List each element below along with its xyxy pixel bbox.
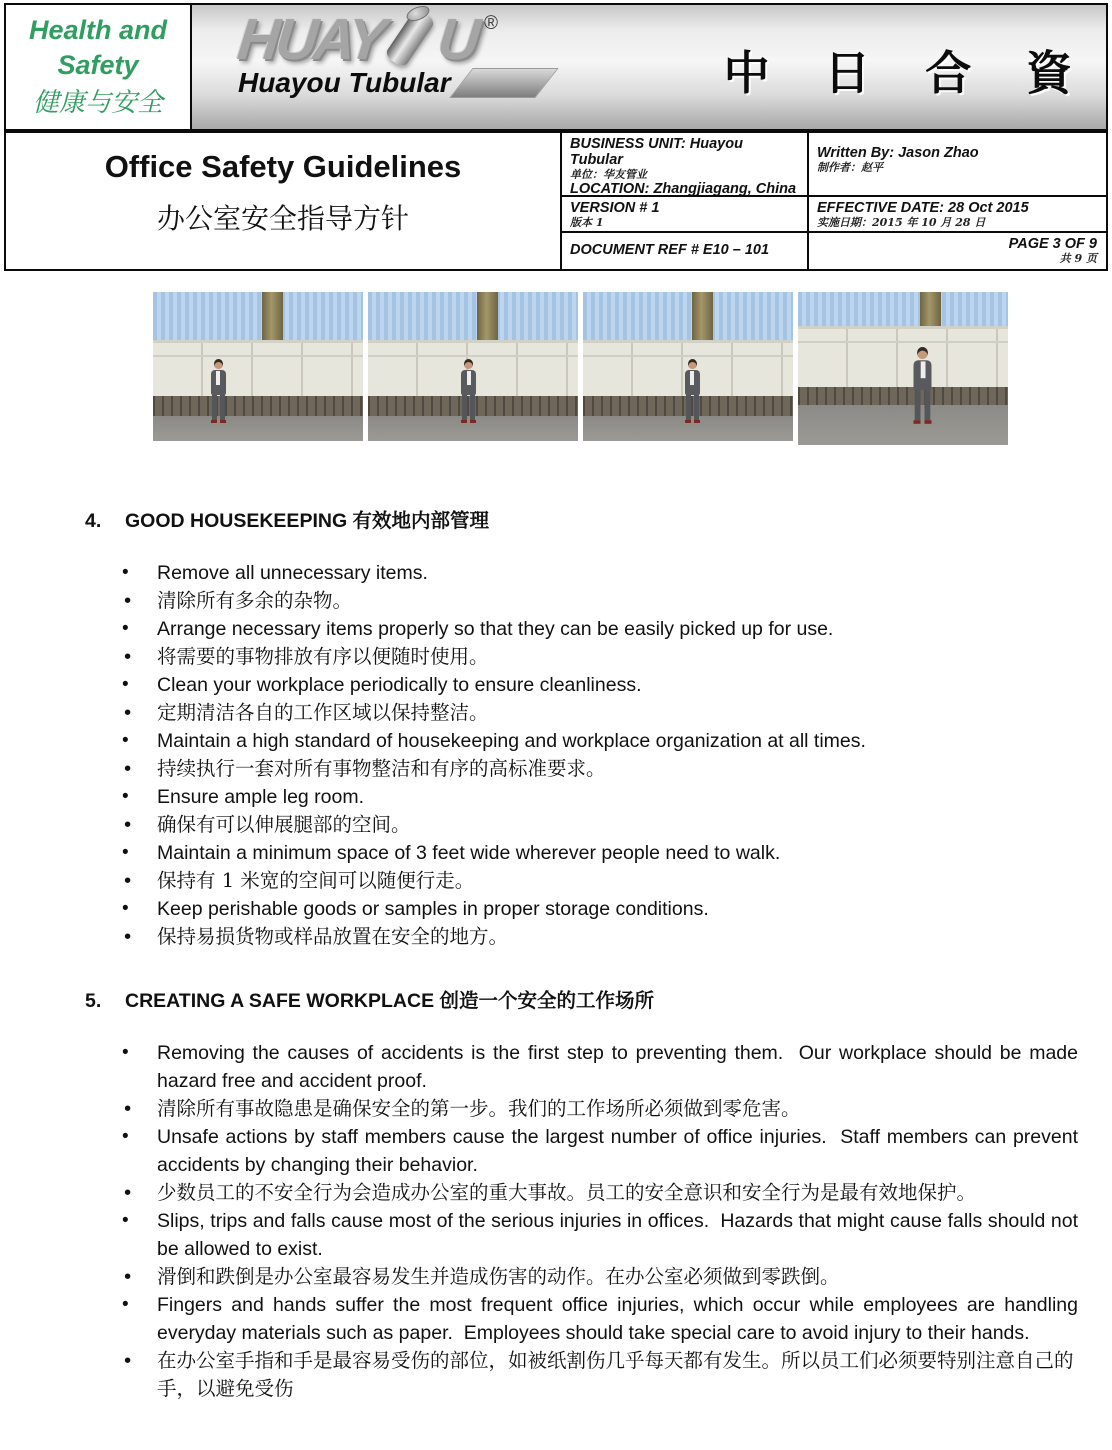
list-item: • Maintain a high standard of housekeeping and workplace organization at all times. bbox=[85, 727, 1078, 755]
photo-brick-band bbox=[798, 387, 1008, 405]
bullet-list bbox=[85, 1039, 1078, 1403]
health-safety-title-en: Health and Safety bbox=[28, 15, 168, 80]
section-heading bbox=[85, 507, 1078, 535]
effective-date-en: EFFECTIVE DATE: 28 Oct 2015 bbox=[817, 200, 1029, 216]
document-header bbox=[4, 3, 1108, 271]
huayou-logo bbox=[234, 7, 547, 99]
photo-man-figure bbox=[684, 359, 701, 423]
list-item: • Unsafe actions by staff members cause the largest number of office injuries. Staff members can prevent accidents by changing their behavior. bbox=[85, 1123, 1078, 1179]
list-item: • 滑倒和跌倒是办公室最容易发生并造成伤害的动作。在办公室必须做到零跌倒。 bbox=[85, 1263, 1078, 1291]
document-ref-cell bbox=[562, 233, 809, 269]
location-en: LOCATION: Zhangjiagang, China bbox=[570, 181, 797, 197]
section-number: 5. bbox=[85, 990, 102, 1012]
list-item: • 持续执行一套对所有事物整洁和有序的高标准要求。 bbox=[85, 755, 1078, 783]
list-item: • Keep perishable goods or samples in proper storage conditions. bbox=[85, 895, 1078, 923]
photo-brick-band bbox=[153, 396, 363, 415]
photo-column bbox=[477, 292, 498, 340]
written-by-zh: 制作者：赵平 bbox=[817, 161, 883, 174]
list-item: • 清除所有多余的杂物。 bbox=[85, 587, 1078, 615]
effective-date-cell bbox=[809, 197, 1106, 233]
photo-sky bbox=[798, 292, 1008, 326]
photo-worker-1 bbox=[153, 292, 363, 441]
list-item: • 在办公室手指和手是最容易受伤的部位，如被纸割伤几乎每天都有发生。所以员工们必须要特别注意自己的手，以避免受伤 bbox=[85, 1347, 1078, 1403]
list-item: • 保持有 1 米宽的空间可以随便行走。 bbox=[85, 867, 1078, 895]
photo-worker-4 bbox=[798, 292, 1008, 445]
tube-icon bbox=[384, 11, 436, 67]
list-item: • Remove all unnecessary items. bbox=[85, 559, 1078, 587]
logo-wordmark: Huayou Tubular bbox=[238, 67, 451, 98]
huayou-logo-mark bbox=[234, 7, 547, 72]
health-safety-box bbox=[6, 5, 192, 129]
photo-man-figure bbox=[912, 347, 932, 424]
version-en: VERSION # 1 bbox=[570, 200, 660, 216]
effective-date-zh: 实施日期：2015 年 10 月 28 日 bbox=[817, 216, 986, 229]
version-zh: 版本 1 bbox=[570, 216, 604, 229]
logo-letters-right: U bbox=[434, 7, 480, 72]
document-body bbox=[85, 445, 1078, 1403]
list-item: • 确保有可以伸展腿部的空间。 bbox=[85, 811, 1078, 839]
photo-wall bbox=[153, 340, 363, 397]
written-by-cell bbox=[809, 133, 1106, 197]
photo-column bbox=[920, 292, 941, 326]
section-title: CREATING A SAFE WORKPLACE 创造一个安全的工作场所 bbox=[125, 990, 655, 1012]
photo-road bbox=[153, 416, 363, 441]
registered-trademark-icon: ® bbox=[483, 13, 498, 34]
document-title-cell bbox=[6, 133, 562, 269]
page-number-cell bbox=[809, 233, 1106, 269]
photo-column bbox=[692, 292, 713, 340]
version-cell bbox=[562, 197, 809, 233]
list-item: • Clean your workplace periodically to ensure cleanliness. bbox=[85, 671, 1078, 699]
list-item: • Slips, trips and falls cause most of the serious injuries in offices. Hazards that might cause falls should not be allowed to exist. bbox=[85, 1207, 1078, 1263]
list-item: • Arrange necessary items properly so that they can be easily picked up for use. bbox=[85, 615, 1078, 643]
page-number-zh: 共 9 页 bbox=[1059, 252, 1097, 265]
list-item: • 保持易损货物或样品放置在安全的地方。 bbox=[85, 923, 1078, 951]
banner-row bbox=[6, 5, 1106, 133]
photo-worker-2 bbox=[368, 292, 578, 441]
joint-venture-text: 中 日 合 資 bbox=[723, 47, 1072, 99]
business-unit-cell bbox=[562, 133, 809, 197]
list-item: • 清除所有事故隐患是确保安全的第一步。我们的工作场所必须做到零危害。 bbox=[85, 1095, 1078, 1123]
list-item: • 少数员工的不安全行为会造成办公室的重大事故。员工的安全意识和安全行为是最有效地保护。 bbox=[85, 1179, 1078, 1207]
photo-strip bbox=[153, 292, 1008, 445]
list-item: • Maintain a minimum space of 3 feet wide wherever people need to walk. bbox=[85, 839, 1078, 867]
brand-banner bbox=[192, 5, 1106, 129]
list-item: • 定期清洁各自的工作区域以保持整洁。 bbox=[85, 699, 1078, 727]
photo-sky bbox=[153, 292, 363, 340]
tube-parallelogram-icon bbox=[449, 68, 558, 98]
document-title-zh: 办公室安全指导方针 bbox=[156, 202, 409, 235]
document-title-en: Office Safety Guidelines bbox=[104, 149, 462, 184]
written-by-en: Written By: Jason Zhao bbox=[817, 145, 979, 161]
photo-road bbox=[798, 405, 1008, 445]
photo-worker-3 bbox=[583, 292, 793, 441]
list-item: • 将需要的事物排放有序以便随时使用。 bbox=[85, 643, 1078, 671]
business-unit-zh: 单位：华友管业 bbox=[570, 168, 647, 181]
section-good-housekeeping bbox=[85, 507, 1078, 951]
photo-sky bbox=[368, 292, 578, 340]
photo-sky bbox=[583, 292, 793, 340]
photo-wall bbox=[798, 326, 1008, 387]
list-item: • Ensure ample leg room. bbox=[85, 783, 1078, 811]
photo-man-figure bbox=[210, 359, 227, 423]
section-number: 4. bbox=[85, 510, 102, 532]
page-number-en: PAGE 3 OF 9 bbox=[1008, 236, 1097, 252]
section-creating-safe-workplace bbox=[85, 987, 1078, 1403]
business-unit-en: BUSINESS UNIT: Huayou Tubular bbox=[570, 136, 743, 168]
list-item: • Removing the causes of accidents is the first step to preventing them. Our workplace should be made hazard free and accident proof. bbox=[85, 1039, 1078, 1095]
section-title: GOOD HOUSEKEEPING 有效地内部管理 bbox=[125, 510, 490, 532]
photo-column bbox=[262, 292, 283, 340]
title-block bbox=[6, 133, 1106, 269]
logo-letters-left: HUAY bbox=[234, 7, 386, 72]
list-item: • Fingers and hands suffer the most frequent office injuries, which occur while employees are handling everyday materials such as paper. Employees should take special care to avoid injury to their hands. bbox=[85, 1291, 1078, 1347]
photo-man-figure bbox=[460, 359, 477, 423]
bullet-list bbox=[85, 559, 1078, 951]
section-heading bbox=[85, 987, 1078, 1015]
document-ref: DOCUMENT REF # E10 – 101 bbox=[570, 242, 770, 258]
health-safety-title-zh: 健康与安全 bbox=[32, 88, 163, 118]
